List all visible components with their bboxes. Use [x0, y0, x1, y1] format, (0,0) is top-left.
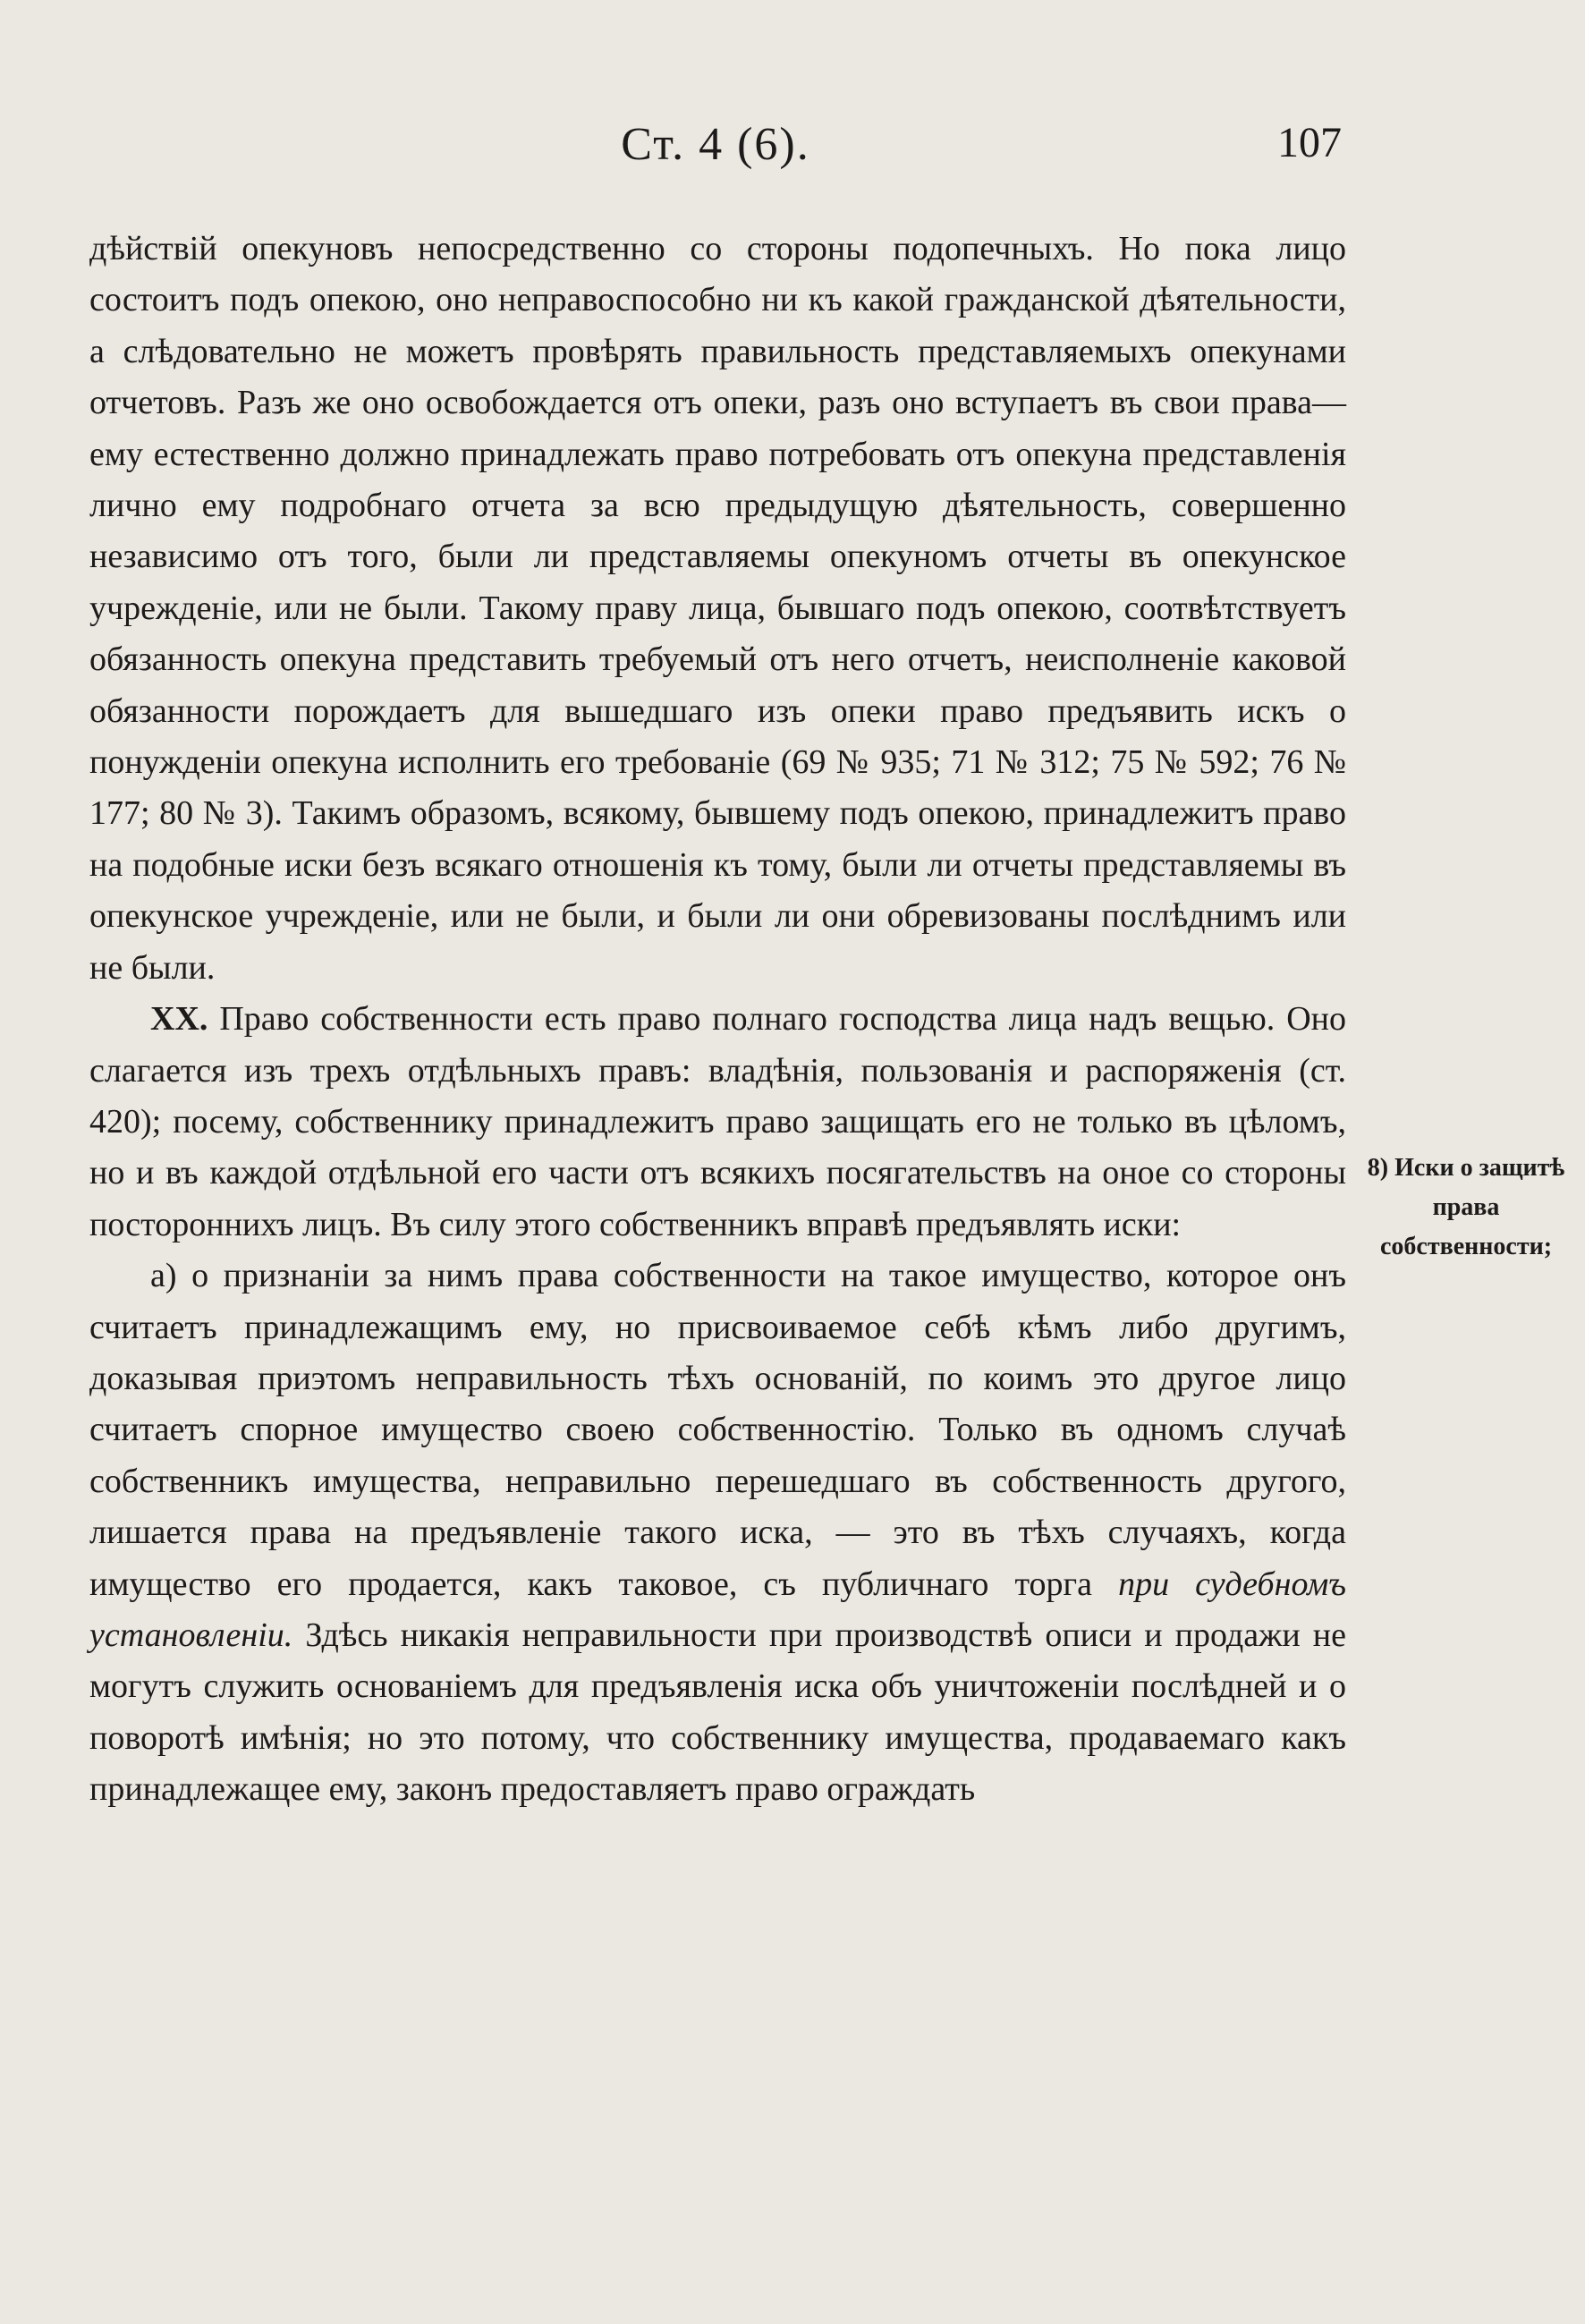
paragraph-item-a: [89, 1251, 1346, 1815]
running-title: Ст. 4 (6).: [621, 119, 810, 170]
item-a-italic: при судебномъ установленіи.: [89, 1565, 1347, 1654]
item-a-text-end: Здѣсь никакія неправильности при производствѣ описи и продажи не могутъ служить основаніемъ для предъявленія иска объ уничтоженіи послѣдней и о поворотѣ имѣнія; но это потому, что собственнику имущества, продаваемаго какъ принадлежащее ему, законъ предоставляетъ право ограждать: [89, 1616, 1346, 1809]
page-number: 107: [1277, 119, 1342, 166]
paragraph-section-xx: [89, 994, 1346, 1251]
main-text: [89, 224, 1346, 1816]
margin-note: 8) Иски о защитѣ права собственности;: [1367, 1154, 1565, 1260]
page-header: [89, 118, 1342, 181]
paragraph-continuation: дѣйствій опекуновъ непосредственно со стороны подопечныхъ. Но пока лицо состоитъ подъ опекою, оно неправоспособно ни къ какой гражданской дѣятельности, а слѣдовательно не можетъ провѣрять правильность представляемыхъ опекунами отчетовъ. Разъ же оно освобождается отъ опеки, разъ оно вступаетъ въ свои права—ему естественно должно принадлежать право потребовать отъ опекуна представленія лично ему подробнаго отчета за всю предыдущую дѣятельность, совершенно независимо отъ того, были ли представляемы опекуномъ отчеты въ опекунское учрежденіе, или не были. Такому праву лица, бывшаго подъ опекою, соотвѣтствуетъ обязанность опекуна представить требуемый отъ него отчетъ, неисполненіе каковой обязанности порождаетъ для вышедшаго изъ опеки право предъявить искъ о понужденіи опекуна исполнить его требованіе (69 № 935; 71 № 312; 75 № 592; 76 № 177; 80 № 3). Такимъ образомъ, всякому, бывшему подъ опекою, принадлежитъ право на подобные иски безъ всякаго отношенія къ тому, были ли отчеты представляемы въ опекунское учрежденіе, или не были, и были ли они обревизованы послѣднимъ или не были.: [89, 230, 1346, 987]
section-text: Право собственности есть право полнаго господства лица надъ вещью. Оно слагается изъ трехъ отдѣльныхъ правъ: владѣнія, пользованія и распоряженія (ст. 420); посему, собственнику принадлежитъ право защищать его не только въ цѣломъ, но и въ каждой отдѣльной его части отъ всякихъ посягательствъ на оное со стороны постороннихъ лицъ. Въ силу этого собственникъ вправѣ предъявлять иски:: [89, 1000, 1346, 1243]
item-a-text-start: а) о признаніи за нимъ права собственности на такое имущество, которое онъ считаетъ принадлежащимъ ему, но присвоиваемое себѣ кѣмъ либо другимъ, доказывая приэтомъ неправильность тѣхъ основаній, по коимъ это другое лицо считаетъ спорное имущество своею собственностію. Только въ одномъ случаѣ собственникъ имущества, неправильно перешедшаго въ собственность другого, лишается права на предъявленіе такого иска, — это въ тѣхъ случаяхъ, когда имущество его продается, какъ таковое, съ публичнаго торга: [89, 1257, 1346, 1603]
section-number: XX.: [150, 1000, 208, 1039]
